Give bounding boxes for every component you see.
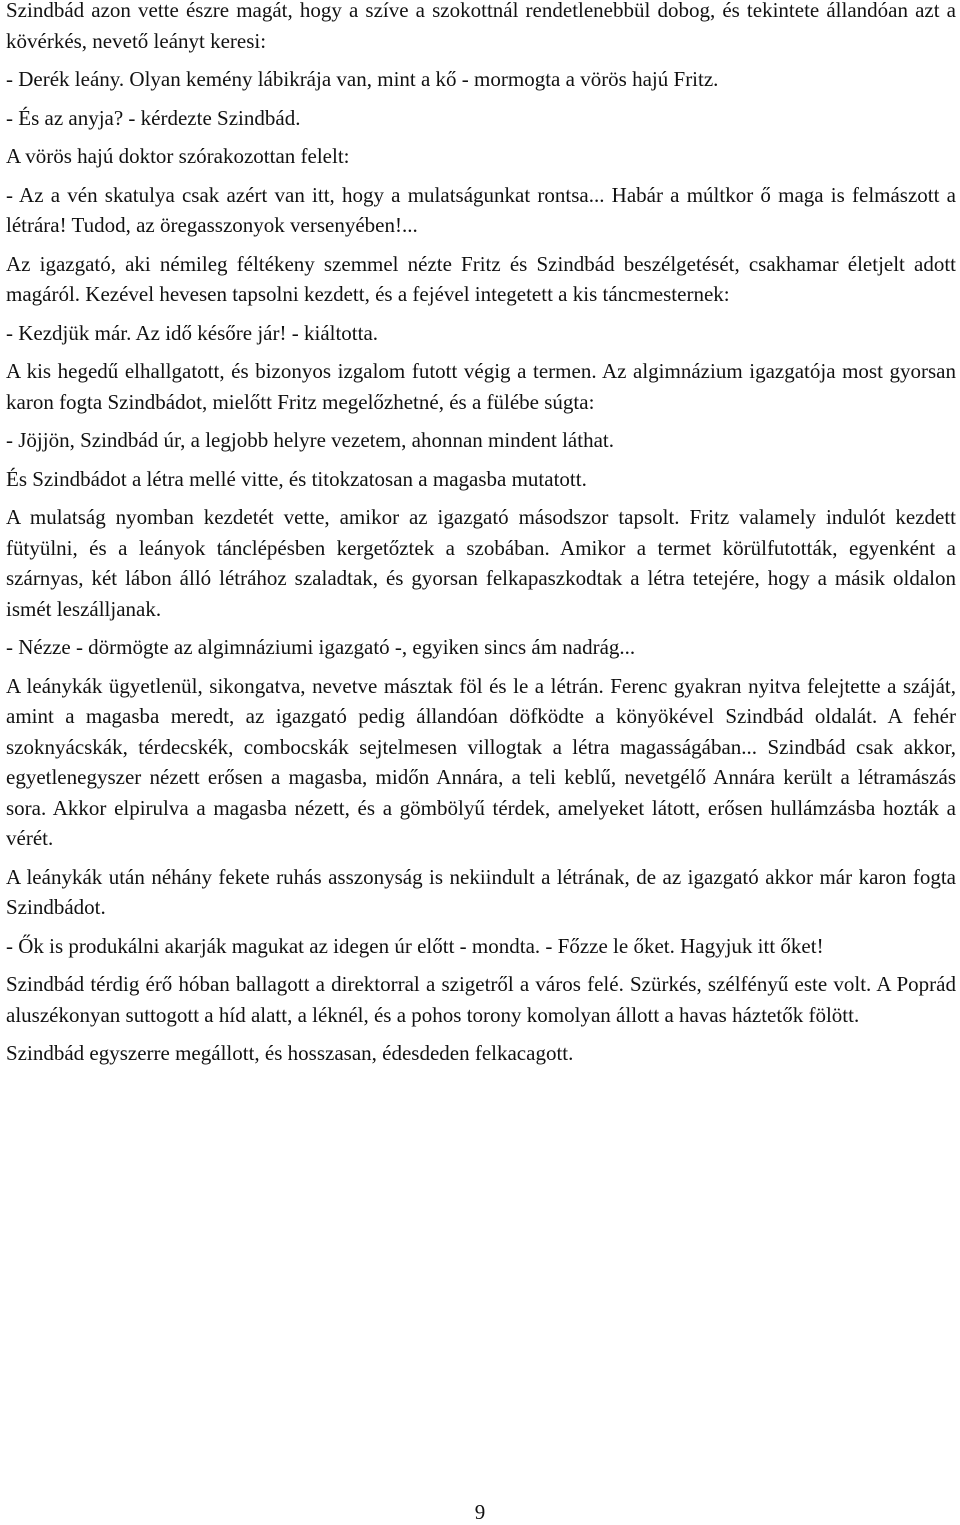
- paragraph: Az igazgató, aki némileg féltékeny szemmel nézte Fritz és Szindbád beszélgetését, csakhamar életjelt adott magáról. Kezével hevesen tapsolni kezdett, és a fejével integetett a kis táncmesternek:: [6, 251, 956, 306]
- paragraph: - És az anyja? - kérdezte Szindbád.: [6, 105, 301, 130]
- paragraph: - Kezdjük már. Az idő későre jár! - kiáltotta.: [6, 320, 379, 345]
- paragraph: A leánykák után néhány fekete ruhás asszonyság is nekiindult a létrának, de az igazgató akkor már karon fogta Szindbádot.: [6, 864, 956, 919]
- paragraph: A mulatság nyomban kezdetét vette, amikor az igazgató másodszor tapsolt. Fritz valamely indulót kezdett fütyülni, és a leányok tánclépésben kergetőztek a szobában. Amikor a termet körülfutották, egyenként a szárnyas, két lábon álló létrához szaladtak, és gyorsan felkapaszkodtak a létra tetejére, hogy a másik oldalon ismét leszálljanak.: [6, 505, 956, 621]
- paragraph: - Ők is produkálni akarják magukat az idegen úr előtt - mondta. - Főzze le őket. Hagyjuk itt őket!: [6, 933, 824, 958]
- paragraph: És Szindbádot a létra mellé vitte, és titokzatosan a magasba mutatott.: [6, 466, 587, 491]
- paragraph: Szindbád azon vette észre magát, hogy a szíve a szokottnál rendetlenebbül dobog, és tekintete állandóan azt a kövérkés, nevető leányt keresi:: [6, 0, 956, 53]
- paragraph: - Derék leány. Olyan kemény lábikrája van, mint a kő - mormogta a vörös hajú Fritz.: [6, 67, 719, 91]
- paragraph: - Jöjjön, Szindbád úr, a legjobb helyre vezetem, ahonnan mindent láthat.: [6, 428, 614, 452]
- paragraph: A kis hegedű elhallgatott, és bizonyos izgalom futott végig a termen. Az algimnázium igazgatója most gyorsan karon fogta Szindbádot, mielőtt Fritz megelőzhetné, és a fülébe súgta:: [6, 359, 956, 414]
- paragraph: - Nézze - dörmögte az algimnáziumi igazgató -, egyiken sincs ám nadrág...: [6, 635, 636, 659]
- page-number: 9: [474, 1500, 486, 1524]
- document-body: [6, 0, 956, 1077]
- paragraph: Szindbád egyszerre megállott, és hosszasan, édesdeden felkacagott.: [6, 1041, 574, 1065]
- paragraph: - Az a vén skatulya csak azért van itt, hogy a mulatságunkat rontsa... Habár a múltkor ő maga is felmászott a létrára! Tudod, az öregasszonyok versenyében!...: [6, 182, 956, 237]
- paragraph: Szindbád térdig érő hóban ballagott a direktorral a szigetről a város felé. Szürkés, szélfényű este volt. A Poprád aluszékonyan suttogott a híd alatt, a léknél, és a pohos torony komolyan állott a havas háztetők fölött.: [6, 972, 956, 1027]
- paragraph: A vörös hajú doktor szórakozottan felelt:: [6, 144, 350, 168]
- paragraph: A leánykák ügyetlenül, sikongatva, nevetve másztak föl és le a létrán. Ferenc gyakran nyitva felejtette a száját, amint a magasba meredt, az igazgató pedig állandóan döfködte a könyökével Szindbád oldalát. A fehér szoknyácskák, térdecskék, combocskák sejtelmesen villogtak a létra magasságában... Szindbád csak akkor, egyetlenegyszer nézett erősen a magasba, midőn Annára, a teli keblű, nevetgélő Annára került a létramászás sora. Akkor elpirulva a magasba nézett, és a gömbölyű térdek, amelyeket látott, erősen hullámzásba hozták a vérét.: [6, 673, 956, 850]
